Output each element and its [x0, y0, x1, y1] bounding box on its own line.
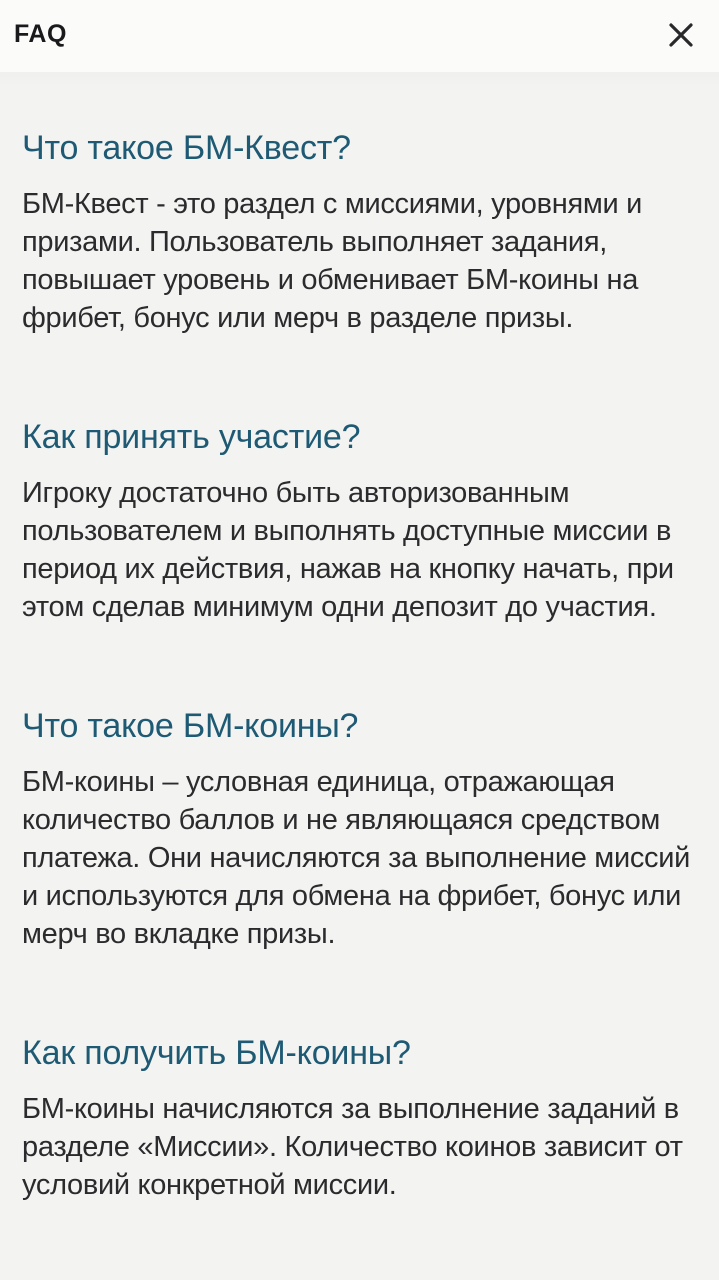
faq-question: Что такое БМ-коины?	[22, 707, 359, 745]
faq-answer: БМ-коины начисляются за выполнение заданий в разделе «Миссии». Количество коинов зависит от условий конкретной миссии.	[22, 1093, 683, 1201]
close-icon	[666, 20, 696, 50]
faq-question: Как принять участие?	[22, 418, 361, 456]
faq-section	[22, 126, 693, 337]
faq-content	[0, 72, 719, 1204]
faq-section	[22, 1031, 693, 1204]
faq-section	[22, 704, 693, 953]
faq-answer: БМ-коины – условная единица, отражающая количество баллов и не являющаяся средством платежа. Они начисляются за выполнение миссий и используются для обмена на фрибет, бонус или мерч во вкладке призы.	[22, 766, 691, 950]
page-title: FAQ	[14, 20, 67, 48]
faq-section	[22, 415, 693, 626]
faq-question: Как получить БМ-коины?	[22, 1034, 411, 1072]
faq-question: Что такое БМ-Квест?	[22, 129, 351, 167]
faq-answer: Игроку достаточно быть авторизованным пользователем и выполнять доступные миссии в период их действия, нажав на кнопку начать, при этом сделав минимум одни депозит до участия.	[22, 477, 674, 623]
header	[0, 0, 719, 72]
close-button[interactable]	[659, 13, 703, 57]
faq-answer: БМ-Квест - это раздел с миссиями, уровнями и призами. Пользователь выполняет задания, повышает уровень и обменивает БМ-коины на фрибет, бонус или мерч в разделе призы.	[22, 188, 643, 334]
